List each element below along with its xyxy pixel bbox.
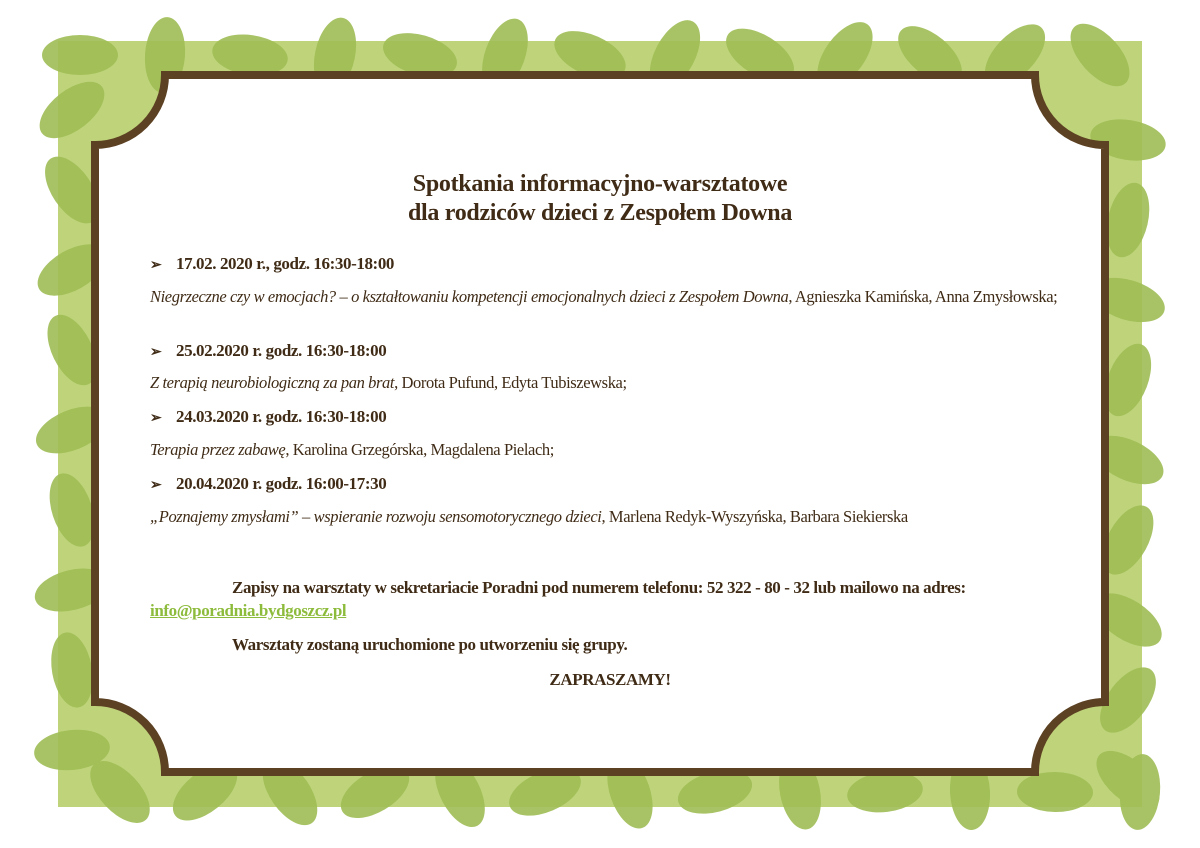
event-date: [150, 407, 1070, 427]
registration-info: [150, 576, 1065, 622]
event-date-text: 20.04.2020 r. godz. 16:00-17:30: [176, 474, 387, 493]
leaf-shape: [42, 35, 118, 75]
event-description: [150, 508, 1070, 526]
event-topic: Niegrzeczne czy w emocjach? – o kształtowaniu kompetencji emocjonalnych dzieci z Zespołem Downa: [150, 287, 789, 306]
arrowhead-bullet-icon: ➢: [150, 478, 162, 493]
registration-text: Zapisy na warsztaty w sekretariacie Poradni pod numerem telefonu: 52 322 - 80 - 32 lub mailowo na adres:: [232, 578, 966, 597]
arrowhead-bullet-icon: ➢: [150, 411, 162, 426]
event-date-text: 17.02. 2020 r., godz. 16:30-18:00: [176, 254, 395, 273]
page-title: [150, 170, 1050, 228]
event-topic: Z terapią neurobiologiczną za pan brat: [150, 373, 395, 392]
title-line-1: Spotkania informacyjno-warsztatowe: [412, 171, 788, 197]
event-date: [150, 341, 1070, 361]
arrowhead-bullet-icon: ➢: [150, 345, 162, 360]
event-date-text: 24.03.2020 r. godz. 16:30-18:00: [176, 407, 387, 426]
event-description: [150, 288, 1070, 306]
event-presenters: , Karolina Grzegórska, Magdalena Pielach;: [285, 440, 554, 459]
event-date: [150, 254, 1070, 274]
email-link[interactable]: info@poradnia.bydgoszcz.pl: [150, 601, 347, 620]
group-note: Warsztaty zostaną uruchomione po utworzeniu się grupy.: [232, 635, 628, 654]
event-date: [150, 474, 1070, 494]
event-description: [150, 374, 1070, 392]
event-presenters: , Marlena Redyk-Wyszyńska, Barbara Siekierska: [601, 507, 908, 526]
event-presenters: , Agnieszka Kamińska, Anna Zmysłowska;: [788, 287, 1058, 306]
event-date-text: 25.02.2020 r. godz. 16:30-18:00: [176, 341, 387, 360]
event-description: [150, 441, 1070, 459]
event-topic: Terapia przez zabawę: [150, 440, 286, 459]
title-line-2: dla rodziców dzieci z Zespołem Downa: [407, 200, 793, 226]
closing-text: ZAPRASZAMY!: [549, 670, 671, 689]
event-presenters: , Dorota Pufund, Edyta Tubiszewska;: [394, 373, 627, 392]
event-topic: „Poznajemy zmysłami” – wspieranie rozwoju sensomotorycznego dzieci: [150, 507, 602, 526]
arrowhead-bullet-icon: ➢: [150, 258, 162, 273]
